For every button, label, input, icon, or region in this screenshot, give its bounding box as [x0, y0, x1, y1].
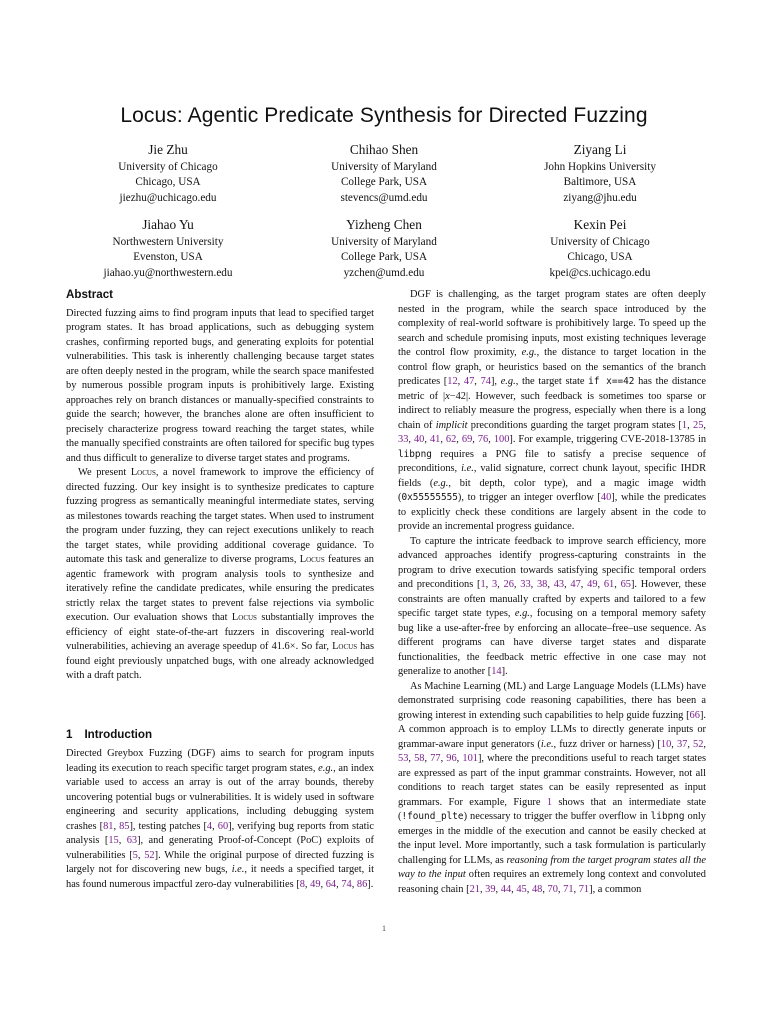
author-location: Chicago, USA — [567, 251, 633, 264]
author-block — [492, 141, 708, 206]
intro-paragraph-4: As Machine Learning (ML) and Large Language Models (LLMs) have demonstrated surprising code reasoning capabilities, there has been a growing interest in extending such capabilities to help guide fuzzing [66]. A common approach is to employ LLMs to directly generate inputs or grammar-aware input generators (i.e., fuzz driver or harness) [10, 37, 52, 53, 58, 77, 96, 101], where the preconditions useful to reach target states are expressed as part of the input grammar constraints. However, not all conditions to reach target states can be easily represented as input grammars. For example, Figure 1 shows that an intermediate state (!found_plte) necessary to trigger the buffer overflow in libpng only emerges in the middle of the execution and cannot be easily checked at the input level. More importantly, such a task formulation is particularly challenging for LLMs, as reasoning from the target program states all the way to the input often requires an extremely long context and convoluted reasoning chain [21, 39, 44, 45, 48, 70, 71, 71], a common — [398, 680, 707, 895]
author-email: kpei@cs.uchicago.edu — [549, 266, 651, 279]
left-column — [66, 288, 374, 892]
right-column — [398, 288, 706, 897]
author-name: Kexin Pei — [573, 217, 627, 232]
author-affiliation: University of Maryland — [331, 161, 437, 173]
author-block — [492, 216, 708, 281]
author-location: College Park, USA — [340, 251, 428, 264]
author-block — [276, 141, 492, 206]
author-location: Evenston, USA — [133, 251, 203, 264]
author-email: yzchen@umd.edu — [343, 266, 425, 279]
author-affiliation: University of Maryland — [331, 236, 437, 248]
intro-paragraph-2: DGF is challenging, as the target program states are often deeply nested in the program, while the search space introduced by the complexity of real-world software is prohibitively large. To speed up the search and schedule promising inputs, most existing techniques leverage the control flow proximity, e.g., the distance to target location in the control flow graph, or heuristics based on the semantics of the branch predicates [12, 47, 74], e.g., the target state if x==42 has the distance metric of |x−42|. However, such feedback is sometimes too sparse or indirect to reliably measure the progress, especially when there is a long chain of implicit preconditions guarding the target program states [1, 25, 33, 40, 41, 62, 69, 76, 100]. For example, triggering CVE-2018-13785 in libpng requires a PNG file to satisfy a precise sequence of preconditions, i.e., valid signature, correct chunk layout, specific IHDR fields (e.g., bit depth, color type), and a magic image width (0x55555555), to trigger an integer overflow [40], while the predicates to explicitly check these conditions are largely absent in the code to provide an incremental progress guidance. — [398, 289, 707, 532]
author-block — [60, 141, 276, 206]
author-block — [60, 216, 276, 281]
author-name: Chihao Shen — [349, 142, 419, 157]
author-location: College Park, USA — [340, 176, 428, 189]
author-name: Yizheng Chen — [346, 217, 422, 232]
author-row-1 — [60, 141, 708, 206]
page-number: 1 — [382, 924, 386, 933]
author-name: Jie Zhu — [148, 142, 188, 157]
section-title: Introduction — [84, 727, 153, 741]
author-location: Baltimore, USA — [563, 176, 637, 189]
abstract-paragraph-2: We present Locus, a novel framework to improve the efficiency of directed fuzzing. Our key insight is to synthesize predicates to capture fuzzing progress as semantically meaningful intermediate states, serving as milestones towards reaching the target states. When used to instrument the program under fuzzing, they can reject executions unlikely to reach the target states, while providing additional coverage guidance. To automate this task and generalize to diverse programs, Locus features an agentic framework with program analysis tools to synthesize and iteratively refine the candidate predicates, while ensuring the predicates strictly relax the target states to prevent false rejections via symbolic execution. Our evaluation shows that Locus substantially improves the efficiency of eight state-of-the-art fuzzers in discovering real-world vulnerabilities, achieving an average speedup of 41.6×. So far, Locus has found eight previously unpatched bugs, with one already acknowledged with a draft patch. — [66, 467, 375, 681]
author-email: jiezhu@uchicago.edu — [119, 191, 217, 204]
section-number: 1 — [66, 727, 73, 741]
author-affiliation: Northwestern University — [112, 236, 224, 248]
author-location: Chicago, USA — [135, 176, 201, 189]
author-affiliation: University of Chicago — [118, 161, 218, 173]
author-email: stevencs@umd.edu — [340, 191, 428, 204]
author-name: Ziyang Li — [573, 142, 627, 157]
author-affiliation: University of Chicago — [550, 236, 650, 248]
section-heading — [66, 728, 374, 743]
intro-paragraph-1: Directed Greybox Fuzzing (DGF) aims to search for program inputs leading its execution to reach specific target program states, e.g., an index variable used to access an array is out of the array bounds, thereby uncovering potential bugs or vulnerabilities. It is widely used in software engineering and security applications, including debugging system crashes [81, 85], testing patches [4, 60], verifying bug reports from static analysis [15, 63], and generating Proof-of-Concept (PoC) exploits of vulnerabilities [5, 52]. While the original purpose of directed fuzzing is largely not for discovering new bugs, i.e., it needs a specified target, it has found numerous impactful zero-day vulnerabilities [8, 49, 64, 74, 86]. — [66, 748, 375, 890]
author-name: Jiahao Yu — [142, 217, 194, 232]
abstract-heading: Abstract — [66, 288, 114, 301]
author-email: ziyang@jhu.edu — [563, 191, 637, 204]
intro-paragraph-3: To capture the intricate feedback to improve search efficiency, more advanced approaches identify progress-capturing constraints in the program to drive execution towards satisfying specific temporal orders and preconditions [1, 3, 26, 33, 38, 43, 47, 49, 61, 65]. However, these constraints are often manually crafted by experts and tailored to a few specific target state types, e.g., focusing on a temporal memory safety bug like a use-after-free by enforcing an allocate–free–use sequence. As different programs can have diverse target states and disparate functionalities, the feedback metric effective in one case may not generalize to another [14]. — [398, 535, 707, 677]
author-email: jiahao.yu@northwestern.edu — [103, 266, 233, 279]
author-affiliation: John Hopkins University — [544, 161, 656, 173]
abstract-paragraph-1: Directed fuzzing aims to find program inputs that lead to specified target program states. It has broad applications, such as debugging system crashes, confirming reported bugs, and generating exploits for potential vulnerabilities. This task is inherently challenging because target states are often deeply nested in the program, while the search space manifested by numerous possible program inputs is prohibitively large. Existing approaches rely on branch distances or manually-specified constraints to guide the search; however, the branches alone are often insufficient to precisely characterize progress toward reaching the target states, while the manually specified constraints are often tailored for specific bug types and thus difficult to generalize to diverse target states and programs. — [66, 307, 374, 464]
author-row-2 — [60, 216, 708, 281]
author-block — [276, 216, 492, 281]
paper-title: Locus: Agentic Predicate Synthesis for Directed Fuzzing — [120, 104, 648, 127]
